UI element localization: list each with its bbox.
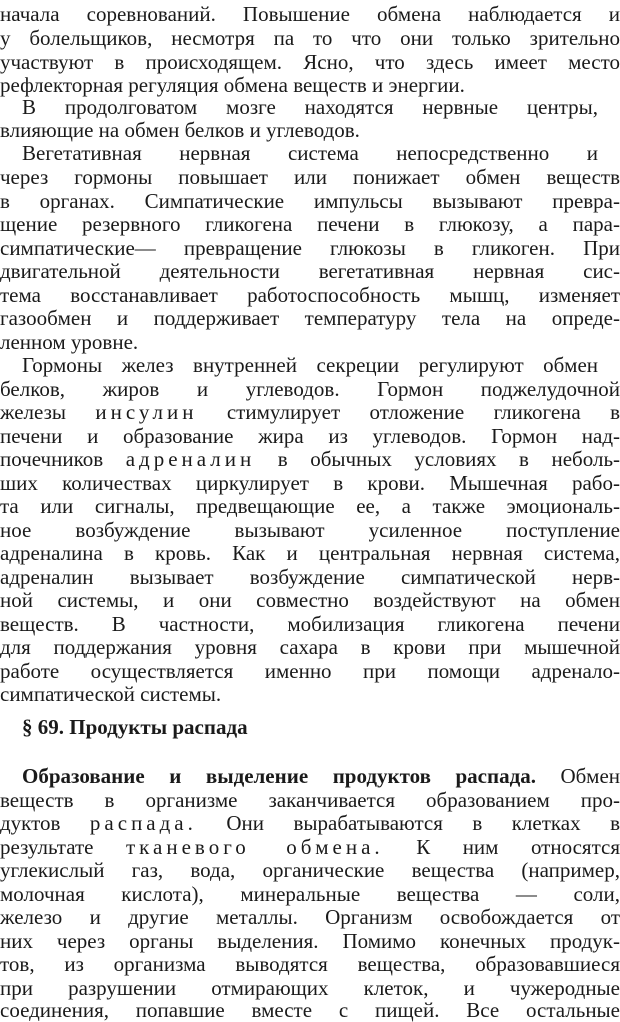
word: Они вырабатываются в клетках в <box>226 811 620 835</box>
word: почечников <box>0 447 104 471</box>
section-heading: § 69. Продукты распада <box>22 715 248 739</box>
text-line: тема восстанавливает работоспособность мышц, изменяет <box>0 283 620 307</box>
text-line: ленном уровне. <box>0 330 139 354</box>
text-line: веществ. В частности, мобилизация гликогена печени <box>0 612 620 636</box>
word: К ним относятся <box>416 835 620 859</box>
spaced-term: инсулин <box>95 400 198 424</box>
text-line: тов, из организма выводятся вещества, образовавшиеся <box>0 952 620 976</box>
text-line: углекислый газ, вода, органические вещества (например, <box>0 858 620 882</box>
text-line <box>0 400 620 424</box>
text-line: рефлекторная регуляция обмена веществ и энергии. <box>0 73 465 97</box>
word: в обычных условиях в неболь- <box>277 447 620 471</box>
word: дуктов <box>0 811 61 835</box>
text-line: ное возбуждение вызывают усиленное поступление <box>0 518 620 542</box>
text-line: симпатической системы. <box>0 682 222 706</box>
text-line: адреналина в кровь. Как и центральная нервная система, <box>0 541 620 565</box>
word: результате <box>0 835 94 859</box>
spaced-term: тканевого обмена. <box>125 835 384 859</box>
text-line: при разрушении отмирающих клеток, и чужеродные <box>0 976 620 1000</box>
text-line <box>22 764 620 788</box>
text-line: та или сигналы, предвещающие ее, а также эмоциональ- <box>0 494 620 518</box>
text-line: железо и другие металлы. Организм освобождается от <box>0 905 620 929</box>
text-line: Гормоны желез внутренней секреции регулируют обмен <box>22 353 598 377</box>
spaced-term: распада. <box>89 811 197 835</box>
word: стимулирует отложение гликогена в <box>226 400 620 424</box>
text-line: влияющие на обмен белков и углеводов. <box>0 118 360 142</box>
text-line: них через органы выделения. Помимо конечных продук- <box>0 929 620 953</box>
text-line: газообмен и поддерживает температуру тела на опреде- <box>0 306 620 330</box>
text-line: веществ в организме заканчивается образованием про- <box>0 788 620 812</box>
text-line <box>0 811 620 835</box>
text-line: симпатические— превращение глюкозы в гликоген. При <box>0 236 620 260</box>
text-line: молочная кислота), минеральные вещества — соли, <box>0 882 620 906</box>
run-in-heading: Образование и выделение продуктов распада. <box>22 764 536 788</box>
text-line: в органах. Симпатические импульсы вызывают превра- <box>0 189 620 213</box>
word: Обмен <box>560 764 620 788</box>
text-line: через гормоны повышает или понижает обмен веществ <box>0 165 620 189</box>
text-line <box>0 447 620 471</box>
text-line: участвуют в происходящем. Ясно, что здесь имеет место <box>0 50 620 74</box>
text-line: печени и образование жира из углеводов. Гормон над- <box>0 424 620 448</box>
text-line: соединения, попавшие вместе с пищей. Все остальные <box>0 998 620 1022</box>
text-line: адреналин вызывает возбуждение симпатической нерв- <box>0 565 620 589</box>
text-line: начала соревнований. Повышение обмена наблюдается и <box>0 2 620 26</box>
text-line: ной системы, и они совместно воздействуют на обмен <box>0 588 620 612</box>
text-line: белков, жиров и углеводов. Гормон поджелудочной <box>0 377 620 401</box>
text-line: у болельщиков, несмотря па то что они только зрительно <box>0 26 620 50</box>
text-line: Вегетативная нервная система непосредственно и <box>22 141 598 165</box>
spaced-term: адреналин <box>125 447 256 471</box>
text-line: В продолговатом мозге находятся нервные центры, <box>22 95 598 119</box>
text-line <box>0 835 620 859</box>
text-line: работе осуществляется именно при помощи адренало- <box>0 659 620 683</box>
text-line: двигательной деятельности вегетативная нервная сис- <box>0 259 620 283</box>
text-line: для поддержания уровня сахара в крови при мышечной <box>0 635 620 659</box>
word: железы <box>0 400 67 424</box>
text-line: щение резервного гликогена печени в глюкозу, а пара- <box>0 212 620 236</box>
text-line: ших количествах циркулирует в крови. Мышечная рабо- <box>0 471 620 495</box>
